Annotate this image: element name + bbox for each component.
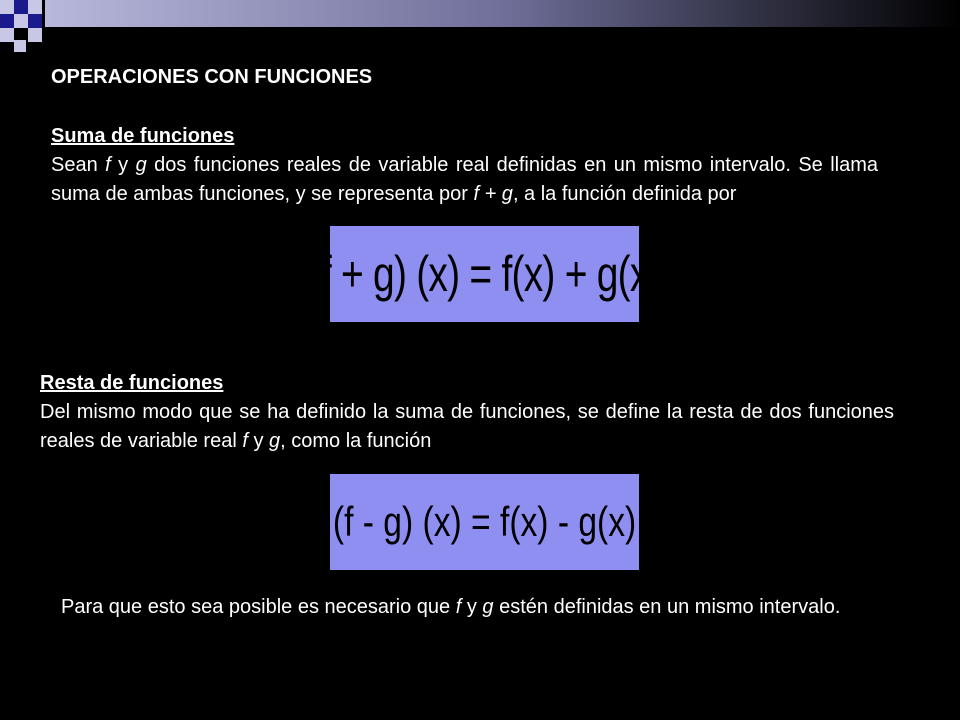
nota-text-1: Para que esto sea posible es necesario que [61,596,456,618]
header-gradient-bar [45,0,960,27]
deco-square [0,14,14,28]
suma-text-4: , a la función definida por [512,183,737,205]
suma-text-2: y [110,154,136,176]
resta-text-3: , como la función [280,430,432,452]
deco-square [28,0,42,14]
suma-var-g: g [135,154,147,176]
resta-formula: (f - g) (x) = f(x) - g(x) [332,498,637,545]
suma-expr-fg: f + g [473,183,513,205]
resta-section [40,369,894,456]
suma-text-3: dos funciones reales de variable real definidas en un mismo intervalo. Se llama suma de ambas funciones, y se representa por [51,154,878,205]
suma-formula: (f + g) (x) = f(x) + g(x) [308,246,661,302]
suma-paragraph [51,151,878,209]
resta-text-2: y [247,430,270,452]
resta-text-1: Del mismo modo que se ha definido la suma de funciones, se define la resta de dos funciones reales de variable real [40,401,894,452]
deco-square [0,0,14,14]
deco-square [28,14,42,28]
resta-var-f: f [242,430,248,452]
nota-var-f: f [455,596,462,618]
nota-text-3: estén definidas en un mismo intervalo. [493,596,841,618]
deco-square [28,28,42,42]
suma-text-1: Sean [51,154,106,176]
suma-var-f: f [105,154,111,176]
suma-heading: Suma de funciones [51,125,235,147]
resta-var-g: g [269,430,281,452]
resta-paragraph [40,398,894,456]
decorative-header-squares [0,0,960,60]
deco-square [14,0,28,14]
deco-square [14,14,28,28]
deco-square [14,40,26,52]
nota-paragraph [61,593,884,622]
suma-formula-image [308,226,661,322]
nota-text-2: y [461,596,483,618]
deco-square [0,28,14,42]
suma-section [51,122,878,209]
page-title: OPERACIONES CON FUNCIONES [51,66,373,88]
resta-heading: Resta de funciones [40,372,224,394]
resta-formula-image [330,474,639,570]
nota-var-g: g [482,596,494,618]
